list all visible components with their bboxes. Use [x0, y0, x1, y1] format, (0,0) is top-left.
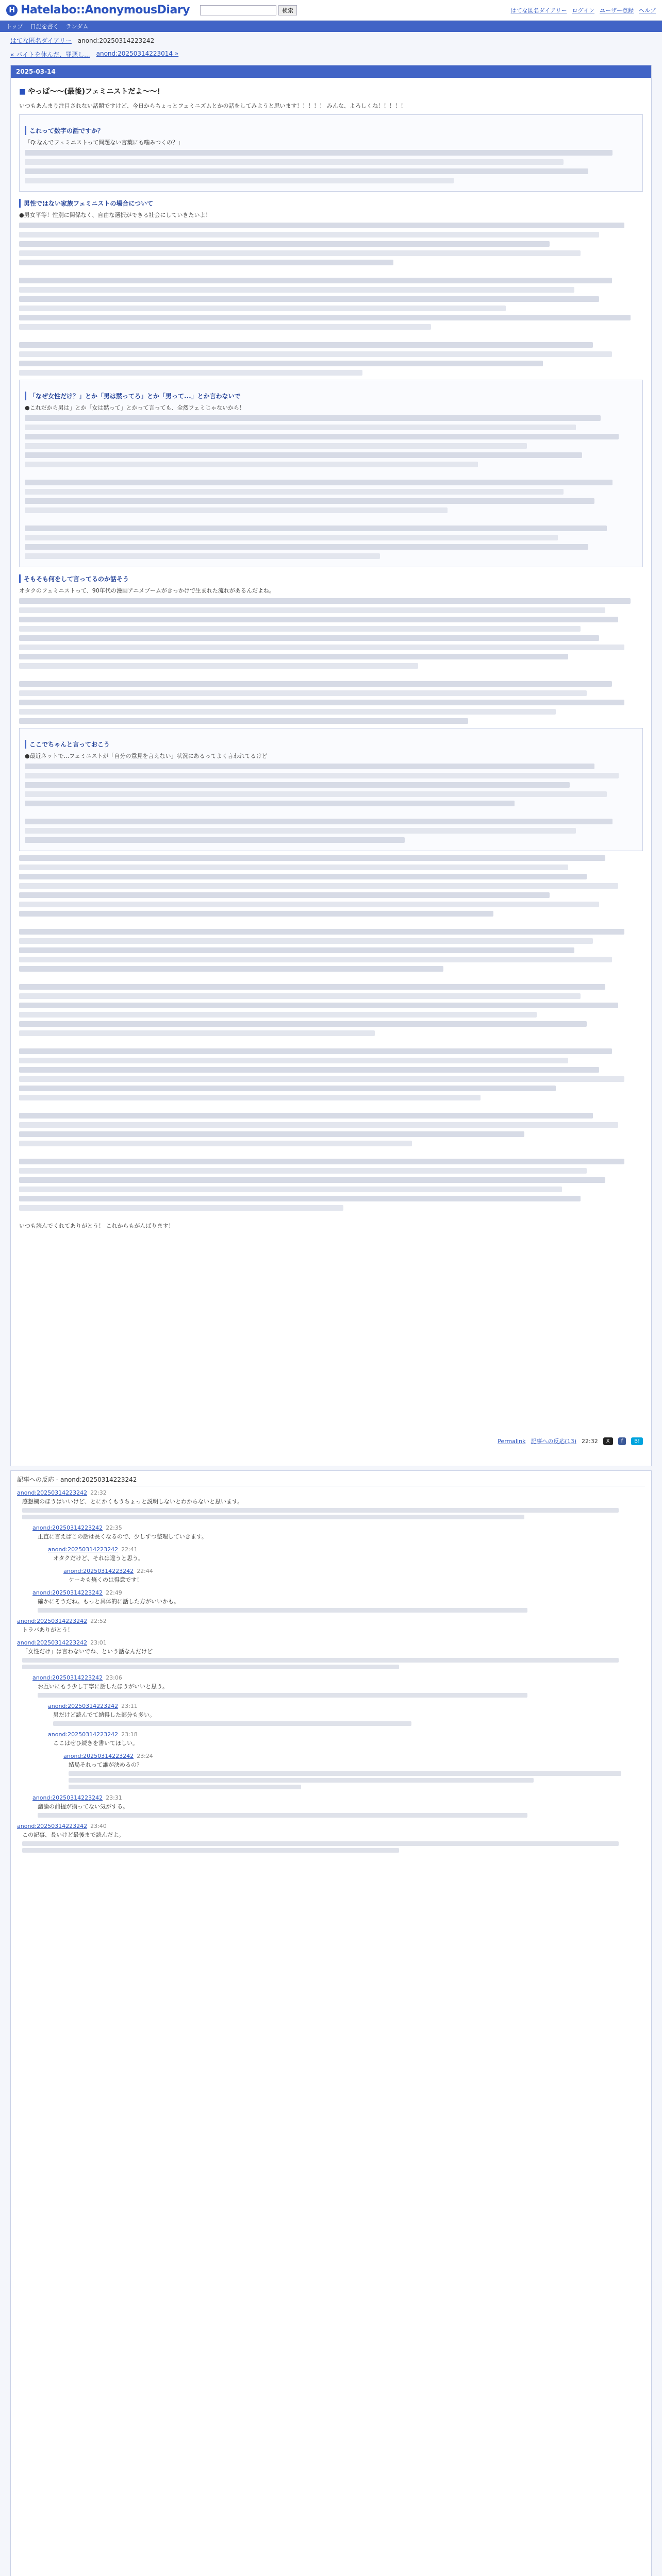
text-line [19, 635, 599, 641]
breadcrumb-entry-id: anond:20250314223242 [77, 37, 155, 44]
text-line [25, 791, 607, 797]
text-line [38, 1608, 527, 1613]
text-line [19, 911, 493, 917]
comment-item [48, 1703, 645, 1726]
text-line [53, 1721, 411, 1726]
text-line [19, 223, 624, 228]
comment-item [17, 1489, 645, 1519]
text-line [19, 1048, 612, 1054]
text-line [19, 1095, 481, 1100]
text-line [19, 947, 574, 953]
text-line [22, 1658, 619, 1663]
text-line [19, 1205, 343, 1211]
text-line [19, 342, 593, 348]
text-line [19, 324, 431, 330]
text-line [19, 1196, 581, 1201]
comment-body: 「女性だけ」は言わないでね、という話なんだけど [22, 1648, 153, 1655]
entry-footer [498, 1437, 643, 1445]
text-line [22, 1515, 524, 1519]
text-line [25, 159, 564, 165]
comment-item [32, 1674, 645, 1698]
comment-author-link[interactable]: anond:20250314223242 [32, 1524, 103, 1531]
text-line [19, 315, 631, 320]
section-text: ●男女平等！性別に関係なく、自由な選択ができる社会にしていきたいよ！ [19, 212, 211, 218]
text-line [19, 938, 593, 944]
share-hatebu-button[interactable]: B! [631, 1437, 643, 1445]
comment-time: 23:01 [90, 1639, 107, 1646]
sub-nav-top[interactable]: トップ [6, 23, 23, 30]
comment-body: ケーキも焼くのは得意です！ [69, 1577, 142, 1583]
text-line [19, 681, 612, 687]
comment-body: 結局それって誰が決めるの？ [69, 1761, 142, 1768]
text-line [19, 892, 550, 898]
text-line [25, 828, 576, 834]
text-line [19, 1177, 605, 1183]
comment-item [48, 1731, 645, 1748]
comment-body: この記事、長いけど最後まで読んだよ。 [22, 1832, 124, 1838]
entry-time: 22:32 [582, 1437, 598, 1445]
comment-author-link[interactable]: anond:20250314223242 [48, 1731, 119, 1738]
comment-item [63, 1568, 645, 1584]
text-line [19, 1159, 624, 1164]
comment-item [32, 1524, 645, 1541]
comments-count-link[interactable]: 記事への反応(13) [531, 1438, 577, 1445]
comment-author-link[interactable]: anond:20250314223242 [17, 1823, 88, 1829]
comment-author-link[interactable]: anond:20250314223242 [32, 1674, 103, 1681]
comment-body: 議論の前提が揃ってない気がする。 [38, 1803, 128, 1810]
prev-entry-link[interactable]: « バイトを休んだ、罪悪し... [10, 51, 90, 58]
text-line [25, 764, 594, 769]
text-line [19, 1086, 556, 1091]
text-line [19, 645, 624, 650]
text-line [19, 874, 587, 879]
text-line [38, 1813, 527, 1818]
text-line [25, 535, 558, 540]
search-button[interactable]: 検索 [278, 5, 297, 15]
text-line [19, 700, 624, 705]
text-line [19, 654, 568, 659]
comment-body: トラバありがとう！ [22, 1626, 73, 1633]
text-line [19, 1067, 599, 1073]
comment-author-link[interactable]: anond:20250314223242 [17, 1489, 88, 1496]
comment-author-link[interactable]: anond:20250314223242 [17, 1618, 88, 1624]
text-line [25, 434, 619, 439]
text-line [19, 617, 618, 622]
text-line [19, 250, 581, 256]
section-box [19, 728, 643, 851]
section-heading: これって数字の話ですか？ [25, 126, 637, 135]
text-line [19, 1187, 562, 1192]
text-line [19, 260, 393, 265]
text-line [19, 993, 581, 999]
entry-section [10, 65, 652, 1466]
text-line [69, 1785, 301, 1789]
top-link-help[interactable]: ヘルプ [639, 7, 656, 14]
text-line [19, 1003, 618, 1008]
section-box [19, 380, 643, 567]
comment-item [17, 1823, 645, 1853]
text-line [19, 902, 599, 907]
section-text: ●これだから男は」とか「女は黙って」とかって言っても、全然フェミじゃないから！ [25, 404, 245, 411]
text-line [19, 626, 581, 632]
text-line [25, 819, 613, 824]
text-line [19, 370, 362, 376]
text-line [22, 1665, 399, 1669]
text-line [25, 801, 515, 806]
text-line [19, 709, 556, 715]
text-line [22, 1841, 619, 1846]
site-logo[interactable]: H Hatelabo::AnonymousDiary [6, 4, 190, 16]
text-line [19, 966, 443, 972]
text-line [19, 1030, 375, 1036]
text-line [25, 498, 594, 504]
next-entry-link[interactable]: anond:20250314223014 » [96, 50, 179, 57]
entry-nav [10, 47, 652, 63]
text-line [19, 865, 568, 870]
text-line [19, 287, 574, 293]
comment-body: ここはぜひ続きを書いてほしい。 [53, 1740, 138, 1747]
comment-time: 23:31 [106, 1794, 122, 1801]
comment-item [48, 1546, 645, 1563]
text-line [25, 526, 607, 531]
breadcrumb-blog-link[interactable]: はてな匿名ダイアリー [10, 37, 72, 44]
page-content [10, 32, 652, 2576]
text-line [19, 855, 605, 861]
comment-item [17, 1618, 645, 1634]
comments-section [10, 1470, 652, 2576]
comment-body: お互いにもう少し丁寧に話したほうがいいと思う。 [38, 1683, 168, 1690]
text-line [25, 544, 588, 550]
section-box [19, 114, 643, 192]
entry-intro: いつもあんまり注目されない話題ですけど、今日からちょっとフェミニズムとかの話をしてみようと思います！！！！！ みんな、よろしくね！！！！！ [19, 103, 406, 109]
text-line [25, 178, 454, 183]
text-line [38, 1693, 527, 1698]
comment-body: 確かにそうだね。もっと具体的に話した方がいいかも。 [38, 1598, 179, 1605]
logo-mark-icon: H [6, 5, 18, 16]
entry-title[interactable]: ■ やっぱ〜〜(最後)フェミニストだよ〜〜! [19, 88, 160, 96]
text-line [25, 443, 527, 449]
comment-time: 23:40 [90, 1823, 107, 1829]
comment-time: 22:32 [90, 1489, 107, 1496]
text-line [25, 415, 601, 421]
comment-author-link[interactable]: anond:20250314223242 [63, 1568, 134, 1574]
comment-time: 23:18 [121, 1731, 138, 1738]
comment-author-link[interactable]: anond:20250314223242 [63, 1753, 134, 1759]
text-line [19, 1168, 587, 1174]
text-line [25, 782, 570, 788]
sub-nav-bar [0, 21, 662, 32]
comment-body: 感想欄のほうはいいけど、とにかくもうちょっと説明しないとわからないと思います。 [22, 1498, 243, 1505]
text-line [19, 607, 605, 613]
top-link-home[interactable]: はてな匿名ダイアリー [510, 7, 567, 14]
comment-author-link[interactable]: anond:20250314223242 [32, 1589, 103, 1596]
section-text: ●最近ネットで...フェミニストが「自分の意見を言えない」状況にあるってよく言われてるけど [25, 753, 268, 759]
comment-item [17, 1639, 645, 1669]
text-line [19, 957, 612, 962]
text-line [22, 1848, 399, 1853]
text-line [25, 489, 564, 495]
permalink-link[interactable]: Permalink [498, 1437, 526, 1445]
text-line [19, 351, 612, 357]
text-line [25, 462, 478, 467]
text-line [19, 690, 587, 696]
comment-time: 23:06 [106, 1674, 122, 1681]
text-line [25, 150, 613, 156]
text-line [19, 1012, 537, 1018]
search-input[interactable] [200, 5, 276, 15]
comment-body: 正直に言えばこの話は長くなるので、少しずつ整理していきます。 [38, 1533, 207, 1540]
comment-time: 22:41 [121, 1546, 138, 1553]
text-line [19, 929, 624, 935]
comment-item [63, 1753, 645, 1789]
text-line [19, 1131, 524, 1137]
breadcrumb [10, 32, 652, 47]
section-text: オタクのフェミニストって、90年代の漫画アニメブームがきっかけで生まれた流れがあるんだよね。 [19, 587, 275, 594]
text-line [19, 984, 605, 990]
text-line [19, 306, 506, 311]
section-heading: ここでちゃんと言っておこう [25, 740, 637, 749]
text-line [19, 241, 550, 247]
text-line [19, 1021, 587, 1027]
text-line [19, 1122, 618, 1128]
text-line [25, 837, 405, 843]
text-line [69, 1778, 534, 1783]
comment-item [32, 1794, 645, 1818]
text-line [22, 1508, 619, 1513]
comments-header: 記事への反応 - anond:20250314223242 [17, 1475, 645, 1486]
section-text: 「Q:なんでフェミニストって問題ない言葉にも噛みつくの？」 [25, 139, 184, 146]
entry-closing: いつも読んでくれてありがとう！ これからもがんばります！ [19, 1223, 174, 1229]
text-line [19, 278, 612, 283]
comment-time: 22:35 [106, 1524, 122, 1531]
section-heading: 「なぜ女性だけ？」とか「男は黙ってろ」とか「男って...」とか言わないで [25, 392, 637, 400]
comment-time: 23:24 [137, 1753, 153, 1759]
text-line [25, 480, 613, 485]
comment-author-link[interactable]: anond:20250314223242 [32, 1794, 103, 1801]
text-line [19, 1141, 412, 1146]
comment-author-link[interactable]: anond:20250314223242 [48, 1546, 119, 1553]
text-line [19, 883, 618, 889]
text-line [19, 1113, 593, 1118]
text-line [19, 1076, 624, 1082]
top-link-register[interactable]: ユーザー登録 [600, 7, 634, 14]
comment-author-link[interactable]: anond:20250314223242 [48, 1703, 119, 1709]
text-line [25, 507, 448, 513]
entry-date: 2025-03-14 [11, 65, 651, 78]
comment-item [32, 1589, 645, 1613]
text-line [25, 452, 582, 458]
text-line [19, 718, 468, 724]
section-heading: そもそも何をして言ってるのか話そう [19, 574, 643, 583]
top-link-login[interactable]: ログイン [572, 7, 594, 14]
sub-nav-write[interactable]: 日記を書く [30, 23, 59, 30]
text-line [25, 773, 619, 778]
text-line [19, 296, 599, 302]
share-facebook-button[interactable]: f [618, 1437, 626, 1445]
comment-time: 22:49 [106, 1589, 122, 1596]
text-line [19, 232, 599, 238]
share-x-button[interactable]: X [603, 1437, 613, 1445]
comment-body: 男だけど読んでて納得した部分も多い。 [53, 1711, 155, 1718]
text-line [25, 553, 380, 559]
text-line [19, 361, 543, 366]
top-header [0, 0, 662, 21]
text-line [19, 663, 418, 669]
text-line [25, 168, 588, 174]
text-line [25, 425, 576, 430]
text-line [69, 1771, 621, 1776]
comment-body: オタクだけど、それは違うと思う。 [53, 1555, 144, 1562]
comment-time: 23:11 [121, 1703, 138, 1709]
search-area [200, 5, 297, 15]
comment-author-link[interactable]: anond:20250314223242 [17, 1639, 88, 1646]
comment-time: 22:52 [90, 1618, 107, 1624]
text-line [19, 1058, 568, 1063]
title-bullet-icon: ■ [19, 88, 26, 96]
sub-nav-random[interactable]: ランダム [65, 23, 89, 30]
section-heading: 男性ではない家族フェミニストの場合について [19, 199, 643, 208]
text-line [19, 598, 631, 604]
top-links [511, 6, 656, 14]
comment-time: 22:44 [137, 1568, 153, 1574]
